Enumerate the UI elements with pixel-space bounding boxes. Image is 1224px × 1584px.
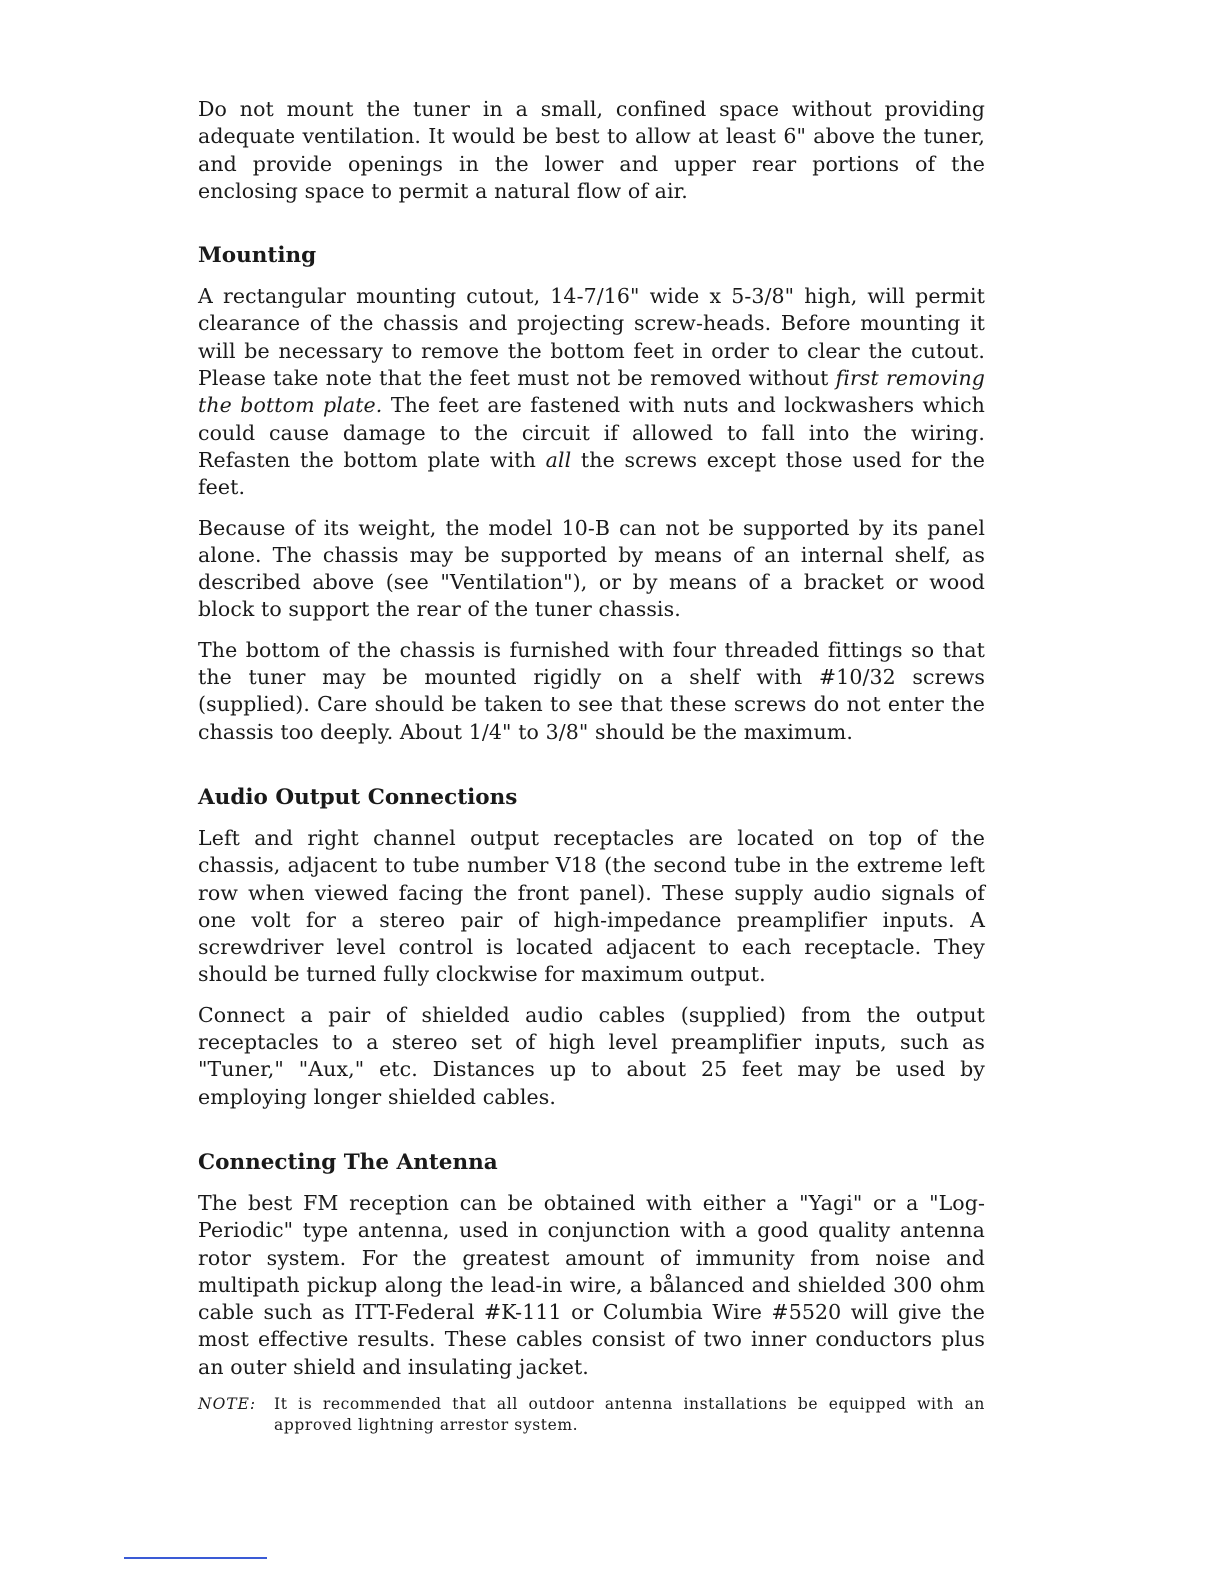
mounting-p1-text-a: A rectangular mounting cutout, 14-7/16" wide x 5-3/8" high, will permit clearance of the chassis and projecting screw-heads. Before mounting it will be necessary to remove the bottom feet in order to clear the cutout. Please take note that the feet must not be removed without	[198, 284, 985, 391]
note-block	[198, 1394, 985, 1436]
note-label: NOTE:	[198, 1394, 257, 1413]
mounting-p1-text-b: The feet are fastened with nuts and lockwashers which could cause damage to the circuit if allowed to fall into the wiring. Refasten the bottom plate with	[198, 393, 985, 472]
intro-paragraph: Do not mount the tuner in a small, confined space without providing adequate ventilation. It would be best to allow at least 6" above the tuner, and provide openings in the lower and upper rear portions of the enclosing space to permit a natural flow of air.	[198, 97, 985, 203]
mounting-p1-emphasis: first removing the bottom plate.	[198, 366, 985, 418]
audio-heading: Audio Output Connections	[198, 784, 518, 810]
audio-paragraph-2: Connect a pair of shielded audio cables (supplied) from the output receptacles to a stereo set of high level preamplifier inputs, such as "Tuner," "Aux," etc. Distances up to about 25 feet may be used by employing longer shielded cables.	[198, 1002, 985, 1109]
mounting-heading: Mounting	[198, 243, 317, 269]
note-text: It is recommended that all outdoor antenna installations be equipped with an approved lightning arrestor system.	[274, 1394, 985, 1434]
footer-rule	[124, 1557, 267, 1559]
antenna-paragraph-1: The best FM reception can be obtained with either a "Yagi" or a "Log-Periodic" type antenna, used in conjunction with a good quality antenna rotor system. For the greatest amount of immunity from noise and multipath pickup along the lead-in wire, a bålanced and shielded 300 ohm cable such as ITT-Federal #K-111 or Columbia Wire #5520 will give the most effective results. These cables consist of two inner conductors plus an outer shield and insulating jacket.	[198, 1190, 985, 1379]
mounting-p1-text-c: the screws except those used for the feet.	[198, 447, 985, 500]
document-page	[198, 96, 985, 1436]
mounting-paragraph-1	[198, 283, 985, 501]
audio-paragraph-1: Left and right channel output receptacles are located on top of the chassis, adjacent to tube number V18 (the second tube in the extreme left row when viewed facing the front panel). These supply audio signals of one volt for a stereo pair of high-impedance preamplifier inputs. A screwdriver level control is located adjacent to each receptacle. They should be turned fully clockwise for maximum output.	[198, 825, 985, 987]
mounting-paragraph-2: Because of its weight, the model 10-B can not be supported by its panel alone. The chassis may be supported by means of an internal shelf, as described above (see "Ventilation"), or by means of a bracket or wood block to support the rear of the tuner chassis.	[198, 515, 985, 622]
antenna-heading: Connecting The Antenna	[198, 1149, 498, 1175]
mounting-p1-emphasis-all: all	[545, 447, 572, 472]
mounting-paragraph-3: The bottom of the chassis is furnished with four threaded fittings so that the tuner may be mounted rigidly on a shelf with #10/32 screws (supplied). Care should be taken to see that these screws do not enter the chassis too deeply. About 1/4" to 3/8" should be the maximum.	[198, 637, 985, 744]
